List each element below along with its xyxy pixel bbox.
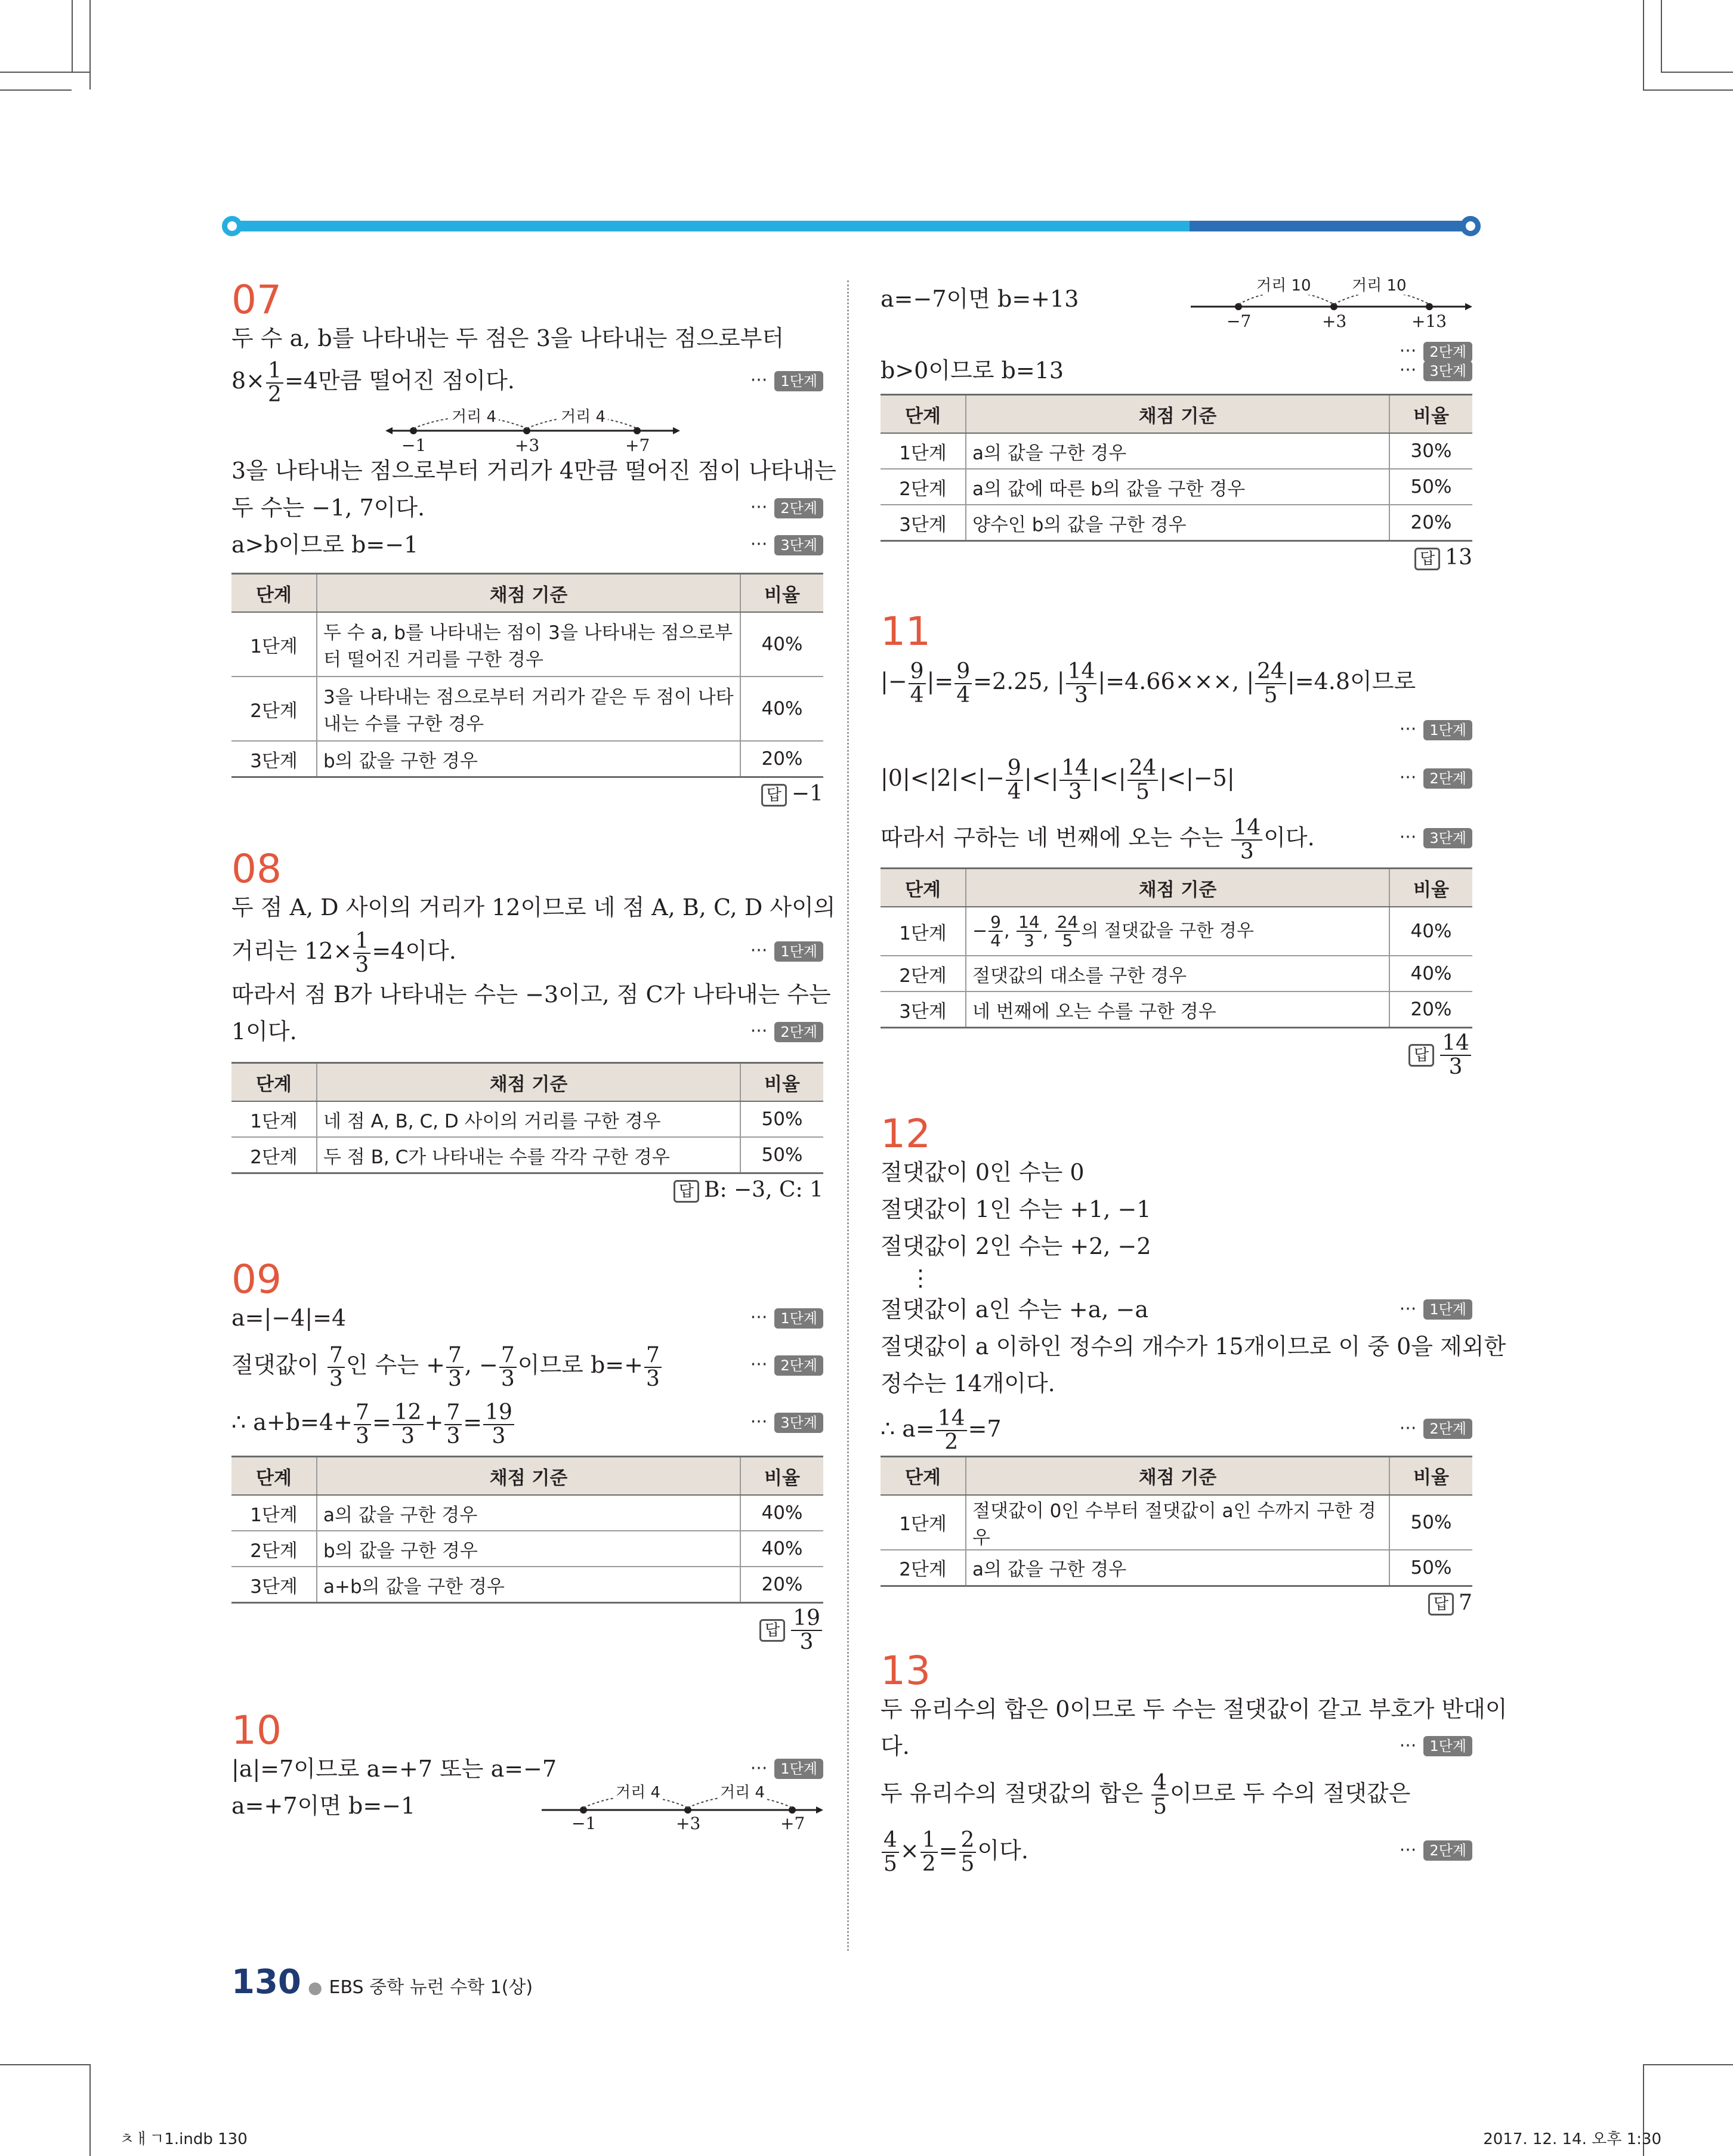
crop-mark: [89, 2064, 91, 2156]
step-marker: ··· 3단계: [1400, 352, 1472, 389]
text-line: 3을 나타내는 점으로부터 거리가 4만큼 떨어진 점이 나타내는: [231, 458, 836, 484]
crop-mark: [72, 0, 73, 73]
book-title: EBS 중학 뉴런 수학 1(상): [329, 1977, 533, 1998]
text-line: a=+7이면 b=−1 거리 4 거리 4 −1 +3 +7: [231, 1787, 823, 1835]
text-line: |0|<|2|<|− $\frac{9}{4}$ |<| $\frac{14}{3}$ |<| $\frac{24}{5}$ |<|−5| ··· 2단계: [881, 748, 1472, 808]
crop-mark: [1661, 0, 1662, 73]
text-line: 1이다. ··· 2단계: [231, 1013, 823, 1050]
problem-number: 09: [231, 1256, 282, 1302]
step-marker: ··· 2단계: [750, 1013, 823, 1050]
problem-13: [881, 1647, 1508, 1879]
text-line: |− $\frac{9}{4}$ |= $\frac{9}{4}$ =2.25, | $\frac{14}{3}$ |=4.66×××, | $\frac{24}{5}$ |=4.8이므로: [881, 659, 1416, 708]
grading-table: 단계 채점 기준 비율 1단계 a의 값을 구한 경우 30% 2단계 a의 값에 따른 b의 값을 구한 경우 50% 3단계 양수인 b의 값을 구한 경우 20%: [881, 394, 1472, 542]
text-line: 8× $\frac{1}{2}$ =4만큼 떨어진 점이다. ··· 1단계: [231, 357, 823, 404]
problem-number: 08: [231, 846, 282, 892]
text-line: 정수는 14개이다.: [881, 1370, 1055, 1397]
step-marker: ··· 3단계: [750, 526, 823, 563]
number-line: 거리 4 거리 4 −1 +3 +7: [231, 404, 823, 452]
text-line: 두 유리수의 절댓값의 합은 $\frac{4}{5}$ 이므로 두 수의 절댓값은: [881, 1771, 1411, 1820]
grading-table: 단계 채점 기준 비율 1단계 네 점 A, B, C, D 사이의 거리를 구한 경우 50% 2단계 두 점 B, C가 나타내는 수를 각각 구한 경우 50%: [231, 1062, 823, 1174]
text-line: a=|−4|=4 ··· 1단계: [231, 1299, 823, 1336]
answer: 답 $\frac{14}{3}$: [881, 1032, 1472, 1079]
text-line: b>0이므로 b=13 ··· 3단계: [881, 352, 1472, 389]
crop-mark: [1643, 89, 1733, 91]
text-line: 절댓값이 2인 수는 +2, −2: [881, 1233, 1151, 1259]
number-line: 거리 10 거리 10 −7 +3 +13: [1191, 277, 1472, 336]
problem-09: [231, 1256, 823, 1654]
page-footer: [231, 1963, 533, 2001]
problem-10-continued: [881, 277, 1472, 570]
vertical-dots: ⋮: [909, 1264, 932, 1291]
text-line: $\frac{4}{5}$ × $\frac{1}{2}$ = $\frac{2}{5}$ 이다. ··· 2단계: [881, 1822, 1472, 1879]
crop-mark: [1643, 2064, 1733, 2065]
step-marker: ··· 2단계: [750, 489, 823, 526]
crop-mark: [1643, 0, 1644, 89]
answer: 답 7: [881, 1590, 1472, 1616]
text-line: a=−7이면 b=+13 거리 10 거리 10 −7 +3 +13 ··· 2단계: [881, 280, 1472, 352]
crop-mark: [1661, 72, 1733, 73]
answer: 답 −1: [231, 782, 823, 807]
answer: 답 13: [881, 545, 1472, 570]
step-marker: ··· 3단계: [1400, 808, 1472, 867]
imprint-right: 2017. 12. 14. 오후 1:30: [1483, 2130, 1661, 2148]
step-marker: ··· 2단계: [750, 1336, 823, 1394]
problem-11: [881, 609, 1472, 1079]
grading-table: 단계 채점 기준 비율 1단계 두 수 a, b를 나타내는 점이 3을 나타내는 점으로부 터 떨어진 거리를 구한 경우 40% 2단계 3을 나타내는 점으로부터 거리가 같은 두 점이 나타 내는 수를 구한 경우 40% 3단계 b의 값을 구한 경우 20%: [231, 573, 823, 778]
problem-number: 12: [881, 1110, 931, 1157]
text-line: 두 유리수의 합은 0이므로 두 수는 절댓값이 같고 부호가 반대이: [881, 1695, 1508, 1722]
step-marker: ··· 1단계: [1400, 711, 1472, 748]
step-marker: ··· 2단계: [1400, 1822, 1472, 1879]
left-column: [231, 277, 836, 1835]
step-marker: ··· 2단계: [1400, 333, 1472, 370]
problem-number: 13: [881, 1647, 931, 1694]
text-line: 절댓값이 1인 수는 +1, −1: [881, 1196, 1151, 1222]
problem-07: [231, 277, 836, 807]
header-bar: [231, 221, 1476, 231]
column-divider: [847, 280, 849, 1951]
step-marker: ··· 1단계: [750, 357, 823, 404]
problem-number: 10: [231, 1707, 282, 1753]
text-line: ∴ a= $\frac{14}{2}$ =7 ··· 2단계: [881, 1402, 1472, 1456]
text-line: 절댓값이 a 이하인 정수의 개수가 15개이므로 이 중 0을 제외한: [881, 1333, 1506, 1360]
text-line: 따라서 점 B가 나타내는 수는 −3이고, 점 C가 나타내는 수는: [231, 981, 831, 1008]
text-line: 거리는 12× $\frac{1}{3}$ =4이다. ··· 1단계: [231, 926, 823, 976]
problem-10: [231, 1707, 823, 1835]
text-line: 두 점 A, D 사이의 거리가 12이므로 네 점 A, B, C, D 사이의: [231, 894, 836, 921]
crop-mark: [89, 0, 91, 89]
answer: 답 $\frac{19}{3}$: [231, 1607, 823, 1654]
step-marker: ··· 1단계: [750, 1299, 823, 1336]
problem-number: 11: [881, 609, 931, 654]
bullet: ●: [308, 1978, 323, 1997]
crop-mark: [0, 72, 91, 73]
step-marker: ··· 2단계: [1400, 1402, 1472, 1456]
answer: 답 B: −3, C: 1: [231, 1178, 823, 1203]
crop-mark: [0, 89, 72, 91]
page-number: 130: [231, 1963, 301, 2001]
text-line: 절댓값이 $\frac{7}{3}$ 인 수는 + $\frac{7}{3}$ , − $\frac{7}{3}$ 이므로 b=+ $\frac{7}{3}$ ··· 2단계: [231, 1336, 823, 1394]
text-line: 절댓값이 a인 수는 +a, −a ··· 1단계: [881, 1291, 1472, 1328]
header-dot-left: [222, 216, 242, 236]
header-dot-right: [1460, 216, 1481, 236]
text-line: |a|=7이므로 a=+7 또는 a=−7 ··· 1단계: [231, 1750, 823, 1787]
step-marker: ··· 1단계: [1400, 1728, 1472, 1765]
number-line: 거리 4 거리 4 −1 +3 +7: [542, 1784, 823, 1837]
text-line: 다. ··· 1단계: [881, 1728, 1472, 1765]
step-marker: ··· 3단계: [750, 1394, 823, 1451]
text-line: [881, 711, 1472, 748]
grading-table: 단계 채점 기준 비율 1단계 절댓값이 0인 수부터 절댓값이 a인 수까지 구한 경우 50% 2단계 a의 값을 구한 경우 50%: [881, 1456, 1472, 1587]
step-marker: ··· 2단계: [1400, 748, 1472, 808]
step-marker: ··· 1단계: [750, 1750, 823, 1787]
right-column: [881, 277, 1508, 1879]
text-line: 따라서 구하는 네 번째에 오는 수는 $\frac{14}{3}$ 이다. ··· 3단계: [881, 808, 1472, 867]
grading-table: 단계 채점 기준 비율 1단계 − $\frac{9}{4}$ , $\frac{14}{3}$ , $\frac{24}{5}$ 의 절댓값을 구한 경우 40% 2단계 절댓값의 대소를 구한 경우 40% 3단계 네 번째에 오는 수를 구한 경우 20%: [881, 867, 1472, 1028]
problem-number: 07: [231, 277, 282, 323]
text-line: 두 수는 −1, 7이다. ··· 2단계: [231, 489, 823, 526]
text-line: 절댓값이 0인 수는 0: [881, 1159, 1085, 1185]
text-line: a>b이므로 b=−1 ··· 3단계: [231, 526, 823, 563]
step-marker: ··· 1단계: [750, 926, 823, 976]
step-marker: ··· 1단계: [1400, 1291, 1472, 1328]
problem-12: [881, 1110, 1506, 1616]
crop-mark: [0, 2064, 91, 2065]
grading-table: 단계 채점 기준 비율 1단계 a의 값을 구한 경우 40% 2단계 b의 값을 구한 경우 40% 3단계 a+b의 값을 구한 경우 20%: [231, 1456, 823, 1604]
problem-08: [231, 846, 836, 1203]
imprint-left: ㅊㅐㄱ1.indb 130: [119, 2130, 248, 2148]
text-line: 두 수 a, b를 나타내는 두 점은 3을 나타내는 점으로부터: [231, 325, 784, 351]
text-line: ∴ a+b=4+ $\frac{7}{3}$ = $\frac{12}{3}$ + $\frac{7}{3}$ = $\frac{19}{3}$ ··· 3단계: [231, 1394, 823, 1451]
